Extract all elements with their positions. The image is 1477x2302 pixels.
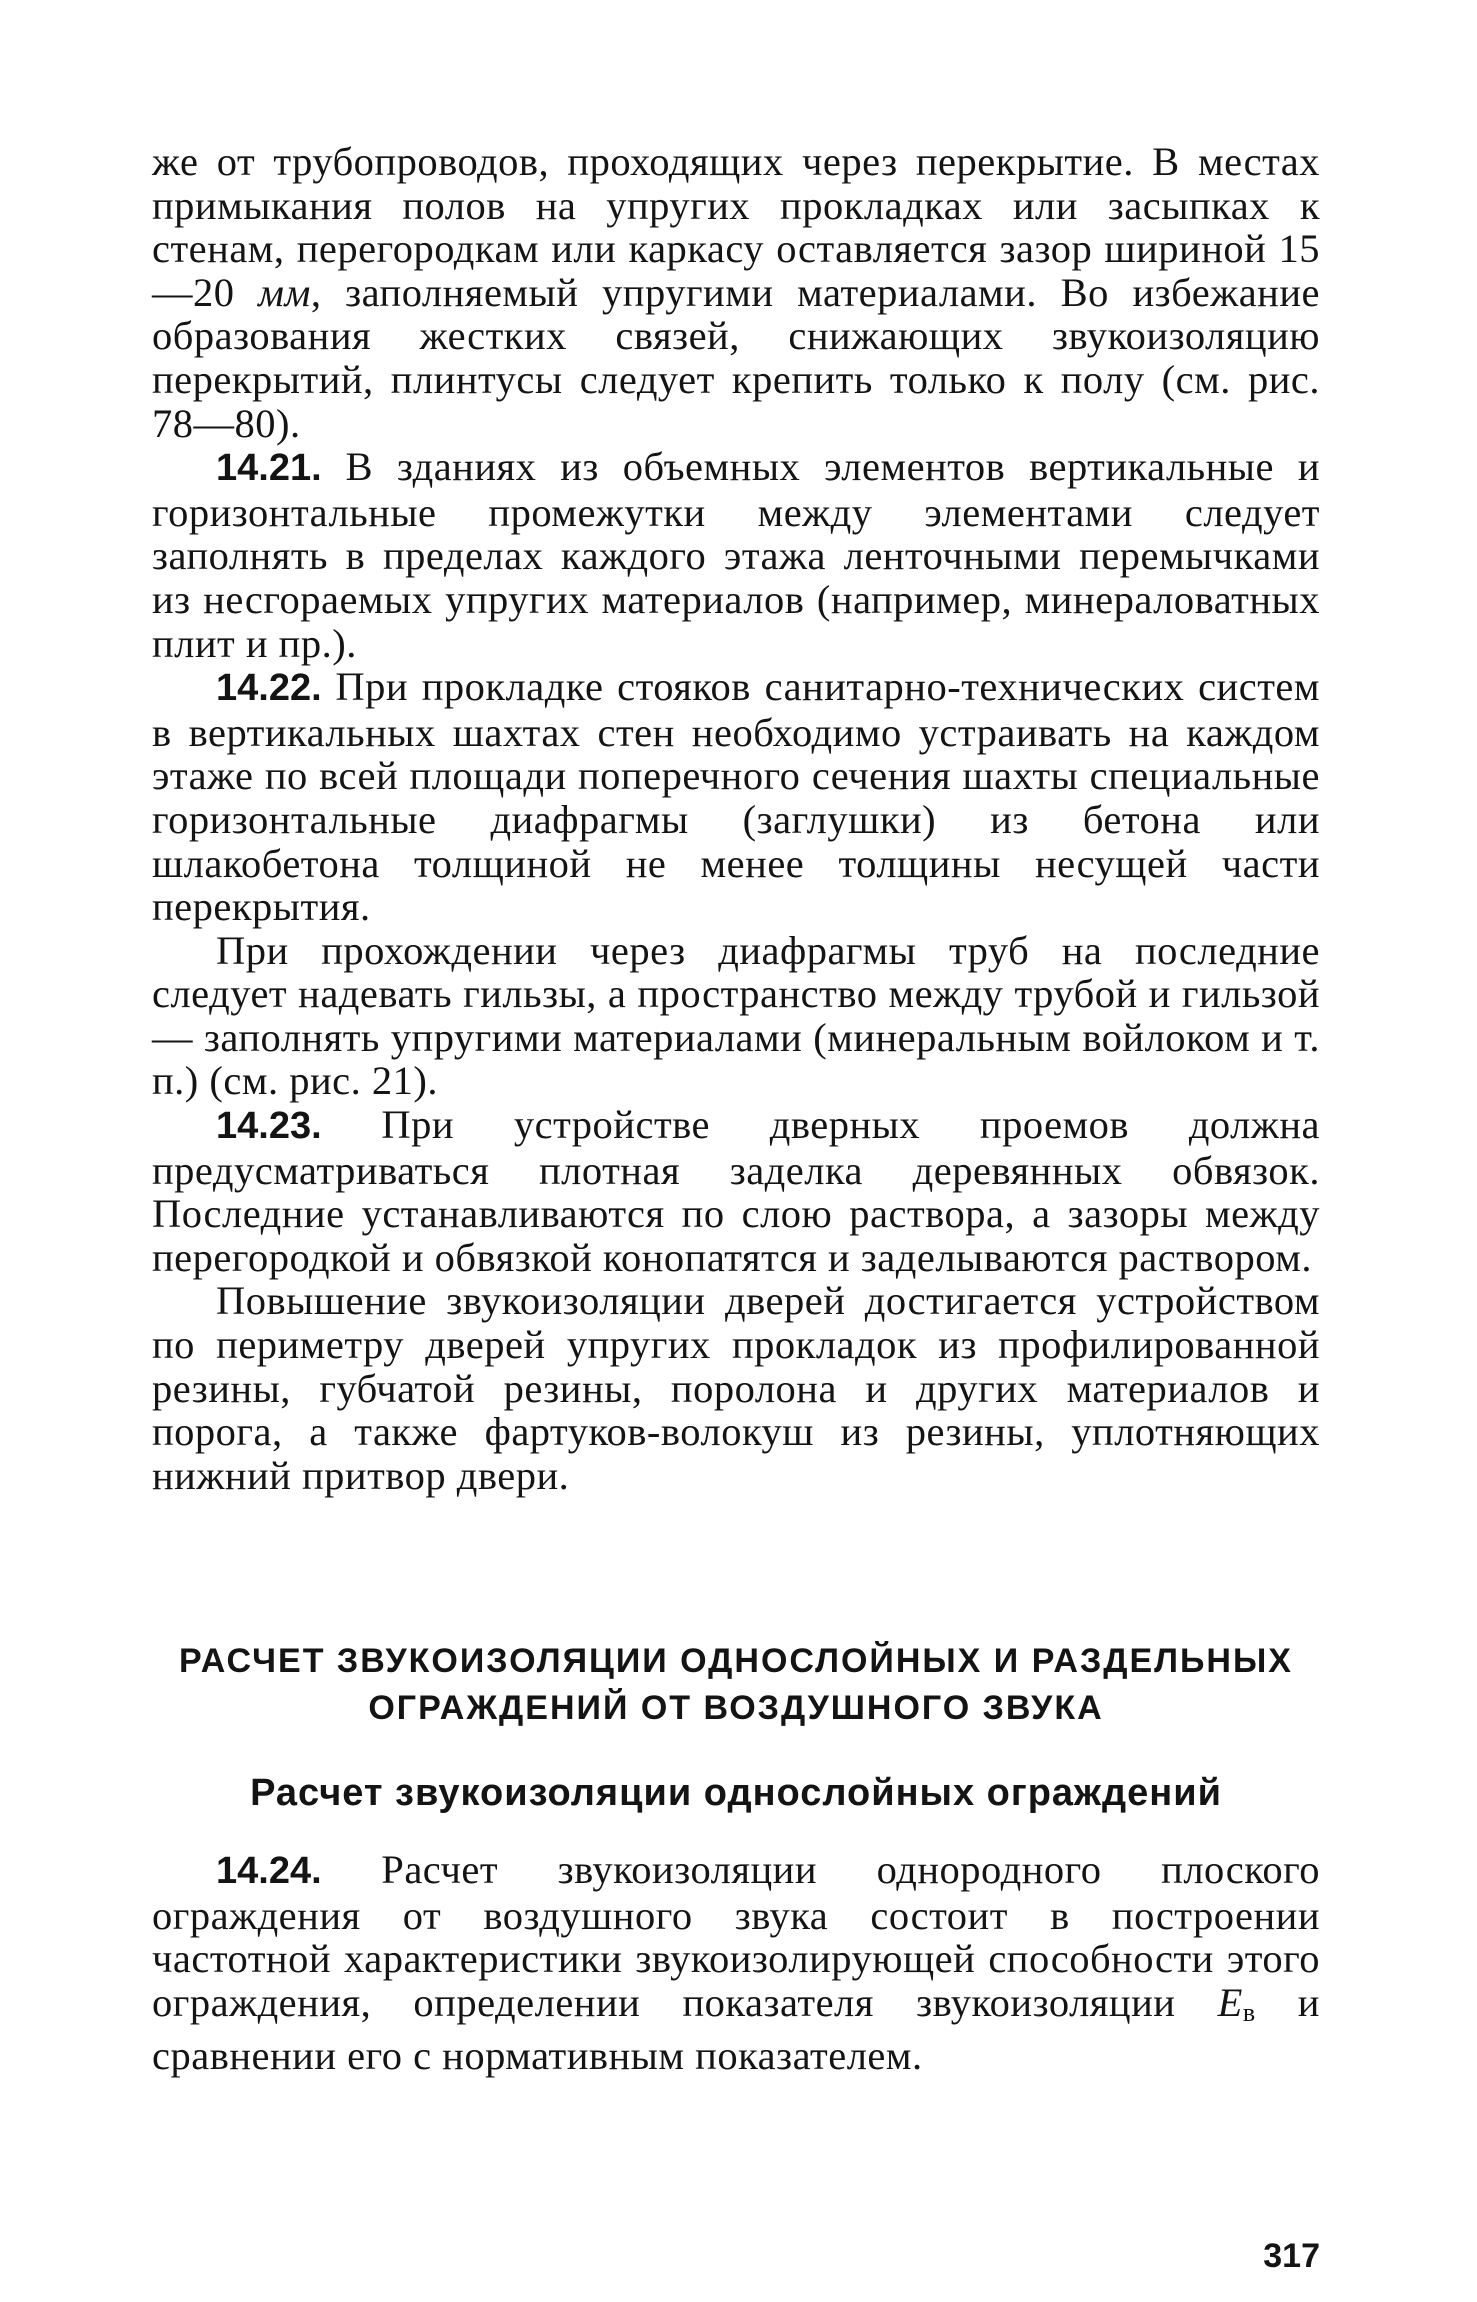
body-text-top: [152, 140, 1320, 1497]
clause-number: 14.22.: [216, 667, 322, 710]
clause-number: 14.23.: [216, 1105, 322, 1148]
paragraph-continuation: же от трубопроводов, проходящих через перекрытие. В местах примыкания полов на упругих прокладках или засыпках к стенам, перегородкам или каркасу оставляется зазор шириной 15—20 мм, заполняемый упругими материалами. Во избежание образования жестких связей, снижающих звукоизоляцию перекрытий, плинтусы следует крепить только к полу (см. рис. 78—80).: [152, 139, 1321, 446]
paragraph-14-21: 14.21. В зданиях из объемных элементов вертикальные и горизонтальные промежутки между элементами следует заполнять в пределах каждого этажа ленточными перемычками из несгораемых упругих материалов (например, минераловатных плит и пр.).: [152, 444, 1320, 666]
page-number: 317: [1263, 2237, 1320, 2275]
paragraph-14-23: 14.23. При устройстве дверных проемов должна предусматриваться плотная заделка деревянных обвязок. Последние устанавливаются по слою раствора, а зазоры между перегородкой и обвязкой конопатятся и заделываются раствором.: [152, 1102, 1320, 1280]
paragraph-14-24: 14.24. Расчет звукоизоляции однородного плоского ограждения от воздушного звука состоит в построении частотной характеристики звукоизолирующей способности этого ограждения, определении показателя звукоизоляции Eв и сравнении его с нормативным показателем.: [152, 1847, 1320, 2079]
paragraph-pipes: При прохождении через диафрагмы труб на последние следует надевать гильзы, а пространство между трубой и гильзой — заполнять упругими материалами (минеральным войлоком и т. п.) (см. рис. 21).: [152, 927, 1320, 1104]
clause-number: 14.21.: [216, 447, 322, 490]
body-text-bottom: [152, 1848, 1320, 2078]
paragraph-14-22: 14.22. При прокладке стояков санитарно-технических систем в вертикальных шахтах стен необходимо устраивать на каждом этаже по всей площади поперечного сечения шахты специальные горизонтальные диафрагмы (заглушки) из бетона или шлакобетона толщиной не менее толщины несущей части перекрытия.: [152, 664, 1320, 930]
clause-number: 14.24.: [216, 1850, 322, 1892]
unit-mm: мм: [258, 269, 311, 315]
sub-heading: Расчет звукоизоляции однослойных ограждений: [250, 1772, 1222, 1814]
symbol-e: Eв: [1217, 1979, 1256, 2027]
paragraph-doors: Повышение звукоизоляции дверей достигается устройством по периметру дверей упругих прокладок из профилированной резины, губчатой резины, поролона и других материалов и порога, а также фартуков-волокуш из резины, уплотняющих нижний притвор двери.: [152, 1278, 1320, 1498]
section-heading: РАСЧЕТ ЗВУКОИЗОЛЯЦИИ ОДНОСЛОЙНЫХ И РАЗДЕЛЬНЫХ ОГРАЖДЕНИЙ ОТ ВОЗДУШНОГО ЗВУКА: [179, 1642, 1293, 1727]
